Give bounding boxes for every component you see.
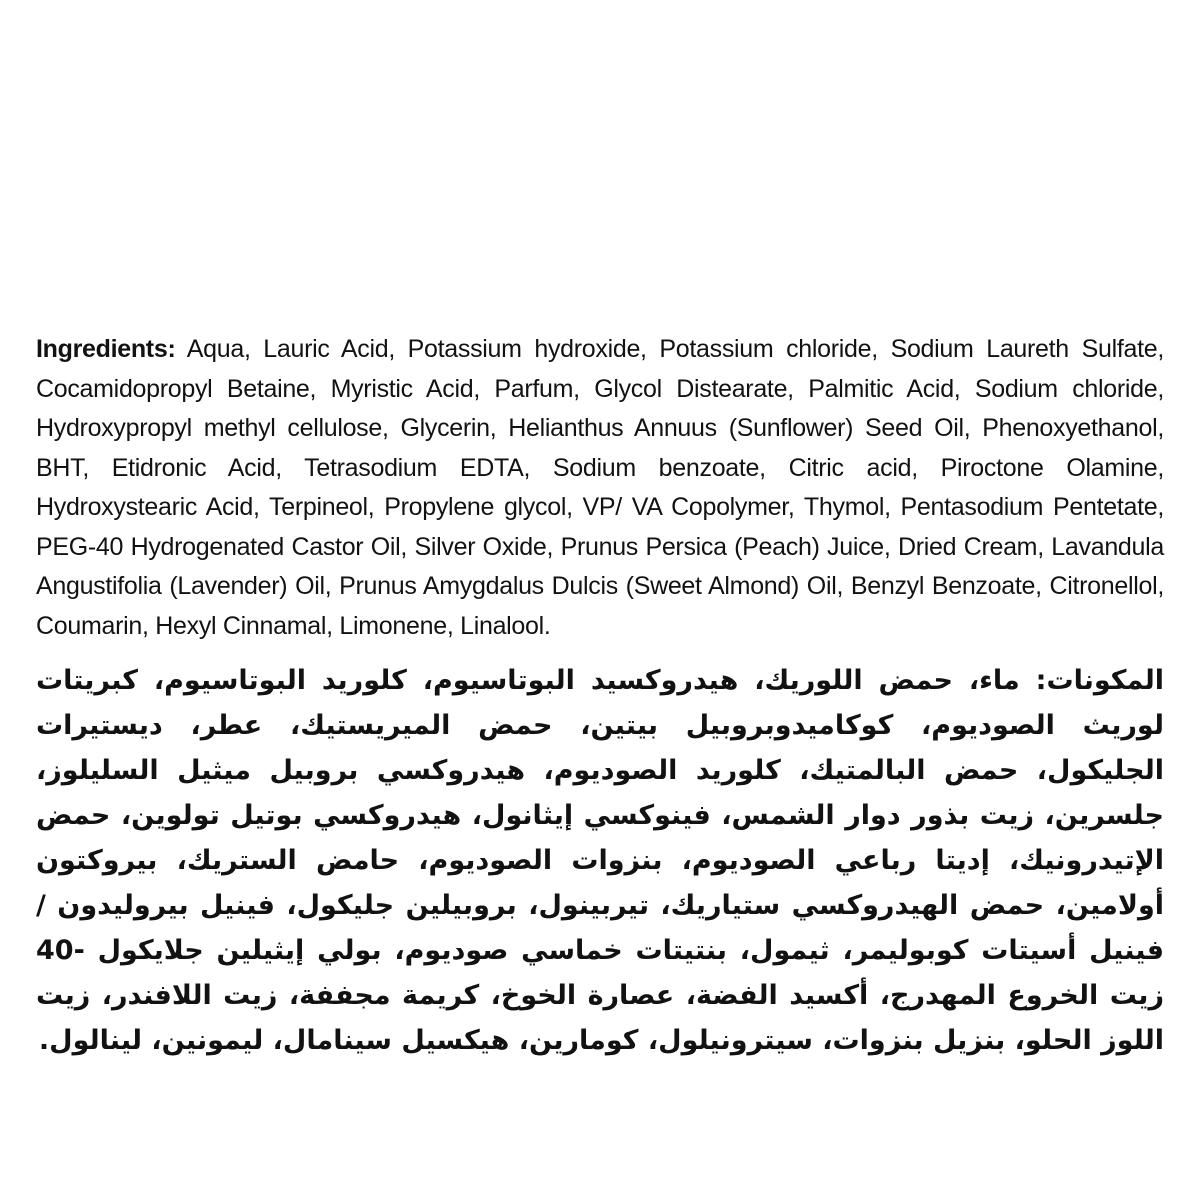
ingredients-heading-arabic: المكونات: <box>1035 665 1164 696</box>
ingredients-heading-english: Ingredients: <box>36 335 176 363</box>
ingredients-text-arabic: ماء، حمض اللوريك، هيدروكسيد البوتاسيوم، كلوريد البوتاسيوم، كبريتات لوريث الصوديوم، كوكاميدوبروبيل بيتين، حمض الميريستيك، عطر، ديستيرات الجليكول، حمض البالمتيك، كلوريد الصوديوم، هيدروكسي بروبيل ميثيل السليلوز، جلسرين، زيت بذور دوار الشمس، فينوكسي إيثانول، هيدروكسي بوتيل تولوين، حمض الإتيدرونيك، إديتا رباعي الصوديوم، بنزوات الصوديوم، حامض الستريك، بيروكتون أولامين، حمض الهيدروكسي ستياريك، تيربينول، بروبيلين جليكول، فينيل بيروليدون / فينيل أسيتات كوبوليمر، ثيمول، بنتيتات خماسي صوديوم، بولي إيثيلين جلايكول -40 زيت الخروع المهدرج، أكسيد الفضة، عصارة الخوخ، كريمة مجففة، زيت اللافندر، زيت اللوز الحلو، بنزيل بنزوات، سيترونيلول، كومارين، هيكسيل سينامال، ليمونين، لينالول. <box>36 665 1164 1056</box>
ingredients-text-english: Aqua, Lauric Acid, Potassium hydroxide, Potassium chloride, Sodium Laureth Sulfate, Cocamidopropyl Betaine, Myristic Acid, Parfum, Glycol Distearate, Palmitic Acid, Sodium chloride, Hydroxypropyl methyl cellulose, Glycerin, Helianthus Annuus (Sunflower) Seed Oil, Phenoxyethanol, BHT, Etidronic Acid, Tetrasodium EDTA, Sodium benzoate, Citric acid, Piroctone Olamine, Hydroxystearic Acid, Terpineol, Propylene glycol, VP/ VA Copolymer, Thymol, Pentasodium Pentetate, PEG-40 Hydrogenated Castor Oil, Silver Oxide, Prunus Persica (Peach) Juice, Dried Cream, Lavandula Angustifolia (Lavender) Oil, Prunus Amygdalus Dulcis (Sweet Almond) Oil, Benzyl Benzoate, Citronellol, Coumarin, Hexyl Cinnamal, Limonene, Linalool. <box>36 335 1164 640</box>
ingredients-paragraph-arabic <box>36 658 1164 1063</box>
ingredients-paragraph-english <box>36 330 1164 646</box>
